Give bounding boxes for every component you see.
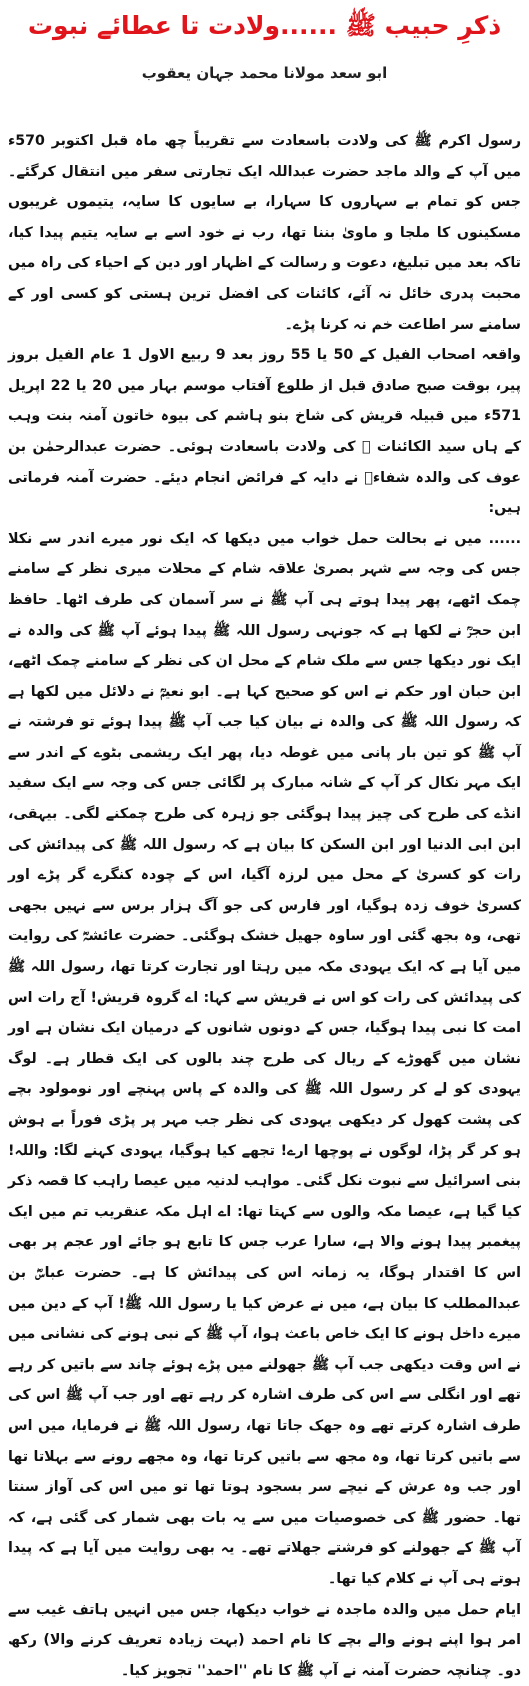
author-byline: ابو سعد مولانا محمد جہان یعقوب <box>0 64 529 82</box>
paragraph-1: رسول اکرم ﷺ کی ولادت باسعادت سے تقریباً چھ ماہ قبل اکتوبر 570ء میں آپ کے والد ماجد حضرت عبداللہ ایک تجارتی سفر میں انتقال کرگئے۔ جس کو تمام بے سہاروں کا سہارا، بے سایوں کا سایہ، یتیموں غریبوں مسکینوں کا ملجا و ماویٰ بننا تھا، رب نے خود اسے بے سایہ یتیم پیدا کیا، تاکہ بعد میں تبلیغ، دعوت و رسالت کے اظہار اور دین کے احیاء کی راہ میں محبت پدری خائل نہ آئے، کائنات کی افضل ترین ہستی کو کسی اور کے سامنے سر اطاعت خم نہ کرنا پڑے۔ <box>8 126 521 340</box>
page-title: ذکرِ حبیب ﷺ ......ولادت تا عطائے نبوت <box>0 6 529 46</box>
paragraph-3: ...... میں نے بحالت حمل خواب میں دیکھا کہ ایک نور میرے اندر سے نکلا جس کی وجہ سے شہر بصریٰ علاقہ شام کے محلات میری نظر کے سامنے چمک اٹھے، پھر پیدا ہوتے ہی آپ ﷺ نے سر آسمان کی طرف اٹھا۔ حافظ ابن حجرؒ نے لکھا ہے کہ جونہی رسول اللہ ﷺ پیدا ہوئے آپ ﷺ کی والدہ نے ایک نور دیکھا جس سے ملک شام کے محل ان کی نظر کے سامنے چمک اٹھے، ابن حبان اور حکم نے اس کو صحیح کہا ہے۔ ابو نعیمؒ نے دلائل میں لکھا ہے کہ رسول اللہ ﷺ کی والدہ نے بیان کیا جب آپ ﷺ پیدا ہوئے تو فرشتہ نے آپ ﷺ کو تین بار پانی میں غوطہ دیا، پھر ایک ریشمی بٹوے کے اندر سے ایک مہر نکال کر آپ کے شانہ مبارک پر لگائی جس کی وجہ سے ایک سفید انڈے کی طرح کی چیز پیدا ہوگئی جو زہرہ کی طرح چمکنے لگی۔ بیہقی، ابن ابی الدنیا اور ابن السکن کا بیان ہے کہ رسول اللہ ﷺ کی پیدائش کی رات کو کسریٰ کے محل میں لرزہ آگیا، اس کے چودہ کنگرے گر پڑے اور کسریٰ خوف زدہ ہوگیا، اور فارس کی جو آگ ہزار برس سے نہیں بجھی تھی، وہ بجھ گئی اور ساوہ جھیل خشک ہوگئی۔ حضرت عائشہؓ کی روایت میں آیا ہے کہ ایک یہودی مکہ میں رہتا اور تجارت کرتا تھا، رسول اللہ ﷺ کی پیدائش کی رات کو اس نے قریش سے کہا: اے گروہ قریش! آج رات اس امت کا نبی پیدا ہوگیا، جس کے دونوں شانوں کے درمیان ایک نشان ہے اور نشان میں گھوڑے کے ریال کی طرح چند بالوں کی ایک قطار ہے۔ لوگ یہودی کو لے کر رسول اللہ ﷺ کی والدہ کے پاس پہنچے اور نومولود بچے کی پشت کھول کر دیکھی یہودی کی نظر جب مہر پر پڑی فوراً بے ہوش ہو کر گر پڑا، لوگوں نے پوچھا ارے! تجھے کیا ہوگیا، یہودی کہنے لگا: واللہ! بنی اسرائیل سے نبوت نکل گئی۔ مواہب لدنیہ میں عیصا راہب کا قصہ ذکر کیا گیا ہے، عیصا مکہ والوں سے کہتا تھا: اے اہل مکہ عنقریب تم میں ایک پیغمبر پیدا ہونے والا ہے، سارا عرب جس کا تابع ہو جائے اور عجم پر بھی اس کا اقتدار ہوگا، یہ زمانہ اس کی پیدائش کا ہے۔ حضرت عباسؓ بن عبدالمطلب کا بیان ہے، میں نے عرض کیا یا رسول اللہ ﷺ! آپ کے دین میں میرے داخل ہونے کا ایک خاص باعث ہوا، آپ ﷺ کے نبی ہونے کی نشانی میں نے اس وقت دیکھی جب آپ ﷺ جھولنے میں پڑے ہوئے چاند سے باتیں کر رہے تھے اور انگلی سے اس کی طرف اشارہ کر رہے تھے اور جب آپ ﷺ اس کی طرف اشارہ کرتے تھے وہ جھک جاتا تھا، رسول اللہ ﷺ نے فرمایا، میں اس سے باتیں کرتا تھا، وہ مجھ سے باتیں کرتا تھا، وہ مجھے رونے سے بہلاتا تھا اور جب وہ عرش کے نیچے سر بسجود ہوتا تھا تو میں اس کی آواز سنتا تھا۔ حضور ﷺ کی خصوصیات میں سے یہ بات بھی شمار کی گئی ہے، کہ آپ ﷺ کے جھولنے کو فرشتے جھلاتے تھے۔ یہ بھی روایت میں آیا ہے کہ پیدا ہوتے ہی آپ نے کلام کیا تھا۔ <box>8 524 521 1595</box>
paragraph-4: ایام حمل میں والدہ ماجدہ نے خواب دیکھا، جس میں انہیں ہاتف غیب سے امر ہوا اپنے ہونے والے بچے کا نام احمد (بہت زیادہ تعریف کرنے والا) رکھ دو۔ چنانچہ حضرت آمنہ نے آپ ﷺ کا نام ''احمد'' تجویز کیا۔ <box>8 1595 521 1686</box>
article-body <box>8 126 521 1252</box>
paragraph-2: واقعہ اصحاب الفیل کے 50 یا 55 روز بعد 9 ربیع الاول 1 عام الفیل بروز پیر، بوقت صبح صادق قبل از طلوع آفتاب موسم بہار میں 20 یا 22 اپریل 571ء میں قبیلہ قریش کی شاخ بنو ہاشم کی بیوہ خاتون آمنہ بنت وہب کے ہاں سید الکائنات ﷺ کی ولادت باسعادت ہوئی۔ حضرت عبدالرحمٰن بن عوف کی والدہ شفاءؓ نے دایہ کے فرائض انجام دیئے۔ حضرت آمنہ فرماتی ہیں: <box>8 340 521 524</box>
